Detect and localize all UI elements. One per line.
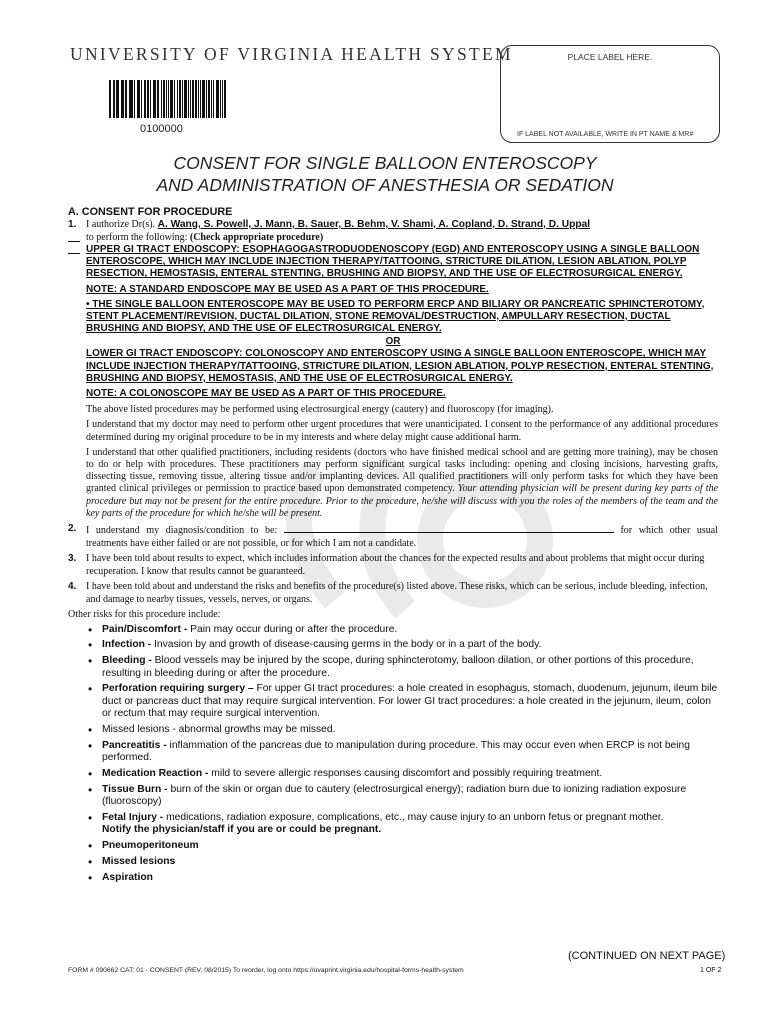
upper-gi-checkbox[interactable]	[68, 244, 80, 254]
risk-item: • Pancreatitis - inflammation of the pancreas due to manipulation during procedure. This may occur even when ERCP is not being performed.	[68, 740, 718, 765]
risk-item: • Tissue Burn - burn of the skin or organ due to cautery (electrosurgical energy); radiation burn due to ionizing radiation exposure (fluoroscopy)	[68, 784, 718, 809]
check-instruction: (Check appropriate procedure)	[189, 231, 324, 243]
item-1	[68, 219, 718, 232]
document-title	[0, 152, 770, 196]
label-place-text: PLACE LABEL HERE.	[567, 52, 653, 62]
note-standard-endoscope: NOTE: A STANDARD ENDOSCOPE MAY BE USED AS A PART OF THIS PROCEDURE.	[86, 283, 489, 295]
item-3	[68, 553, 718, 578]
perform-text: to perform the following:	[86, 231, 188, 243]
item-3-text: I have been told about results to expect, which includes information about the chances for the expected results and about problems that might occur during recuperation. I know that results cannot be guaranteed.	[86, 553, 705, 577]
checkbox-line[interactable]	[68, 232, 80, 242]
item-3-number: 3.	[68, 553, 77, 565]
risk-item: • Missed lesions	[68, 856, 718, 868]
label-alt-text: IF LABEL NOT AVAILABLE, WRITE IN PT NAME & MR#	[517, 131, 694, 138]
ercp-note: • THE SINGLE BALLOON ENTEROSCOPE MAY BE USED TO PERFORM ERCP AND BILIARY OR PANCREATIC SPHINCTEROTOMY, STENT PLACEMENT/REVISION, DUCTAL DILATION, STONE REMOVAL/DESTRUCTION, AMPULLARY RESECTION, DUCTAL BRUSHING AND BIOPSY, AND THE USE OF ELECTROSURGICAL ENERGY.	[86, 298, 705, 335]
diagnosis-prefix: I understand my diagnosis/condition to be:	[86, 525, 278, 537]
upper-gi-text: UPPER GI TRACT ENDOSCOPY: ESOPHAGOGASTRODUODENOSCOPY (EGD) AND ENTEROSCOPY USING A SINGLE BALLOON ENTEROSCOPE, WHICH MAY INCLUDE INJECTION THERAPY/TATTOOING, STRICTURE DILATION, LESION ABLATION, POLYP RESECTION, HEMOSTASIS, ENTERAL STENTING, BRUSHING AND BIOPSY, AND THE USE OF ELECTROSURGICAL ENERGY.	[86, 244, 700, 280]
continued-notice: (CONTINUED ON NEXT PAGE)	[568, 950, 726, 962]
page-number: 1 OF 2	[700, 967, 722, 974]
patient-label-box[interactable]	[500, 45, 720, 143]
item-1-number: 1.	[68, 219, 77, 230]
risk-item: • Medication Reaction - mild to severe allergic responses causing discomfort and possibly requiring treatment.	[68, 768, 718, 780]
para-urgent: I understand that my doctor may need to perform other urgent procedures that were unanticipated. I consent to the performance of any additional procedures determined during my original procedure to be in my interests and where delay might cause additional harm.	[86, 419, 718, 443]
or-divider: OR	[385, 336, 401, 348]
item-2	[68, 523, 718, 550]
item-4-number: 4.	[68, 581, 77, 593]
risk-item: • Aspiration	[68, 872, 718, 884]
title-line-2: AND ADMINISTRATION OF ANESTHESIA OR SEDATION	[156, 175, 614, 195]
barcode	[109, 80, 227, 118]
note-colonoscope: NOTE: A COLONOSCOPE MAY BE USED AS A PART OF THIS PROCEDURE.	[86, 388, 446, 400]
section-a-heading: A. CONSENT FOR PROCEDURE	[68, 206, 233, 218]
doctors-list: A. Wang, S. Powell, J. Mann, B. Sauer, B. Behm, V. Shami, A. Copland, D. Strand, D. Uppal	[157, 219, 591, 230]
risk-item: • Pneumoperitoneum	[68, 840, 718, 852]
risk-item: • Perforation requiring surgery – For upper GI tract procedures: a hole created in esophagus, stomach, duodenum, jejunum, ileum bile duct or pancreas duct that may require surgical intervention. For lower GI tract procedures: a hole created in the jejunum, ileum, colon or rectum that may require surgical intervention.	[68, 683, 718, 720]
risk-item: • Fetal Injury - medications, radiation exposure, complications, etc., may cause injury to an unborn fetus or pregnant mother. Notify the physician/staff if you are or could be pregnant.	[68, 812, 718, 837]
form-content	[68, 206, 718, 888]
lower-gi-option[interactable]: LOWER GI TRACT ENDOSCOPY: COLONOSCOPY AND ENTEROSCOPY USING A SINGLE BALLOON ENTEROSCOPE, WHICH MAY INCLUDE INJECTION THERAPY/TATTOOING, STRICTURE DILATION, LESION ABLATION, POLYP RESECTION, ENTERAL STENTING, BRUSHING AND BIOPSY, HEMOSTASIS, AND THE USE OF ELECTROSURGICAL ENERGY.	[86, 348, 714, 384]
diagnosis-suffix: for which other usual treatments have either failed or are not possible, or for which I am not a candidate.	[86, 525, 718, 549]
item-4	[68, 581, 718, 606]
upper-gi-option	[68, 244, 718, 281]
para-practitioners-italic: Your attending physician will be present during key parts of the procedure but may not be present for the entire procedure. Prior to the procedure, he/she will discuss with you the roles of the members of the team and the key parts of the procedure for which he/she will be present.	[86, 483, 719, 519]
title-line-1: CONSENT FOR SINGLE BALLOON ENTEROSCOPY	[173, 153, 597, 173]
para-practitioners	[86, 447, 718, 520]
item-2-number: 2.	[68, 523, 77, 535]
risk-item: • Bleeding - Blood vessels may be injured by the scope, during sphincterotomy, balloon dilation, or other portions of this procedure, resulting in bleeding during or after the procedure.	[68, 655, 718, 680]
item-4-text: I have been told about and understand the risks and benefits of the procedure(s) listed above. These risks, which can be serious, include bleeding, infection, and damage to nearby tissues, vessels, nerves, or organs.	[86, 581, 708, 605]
form-footer: FORM # 090662 CAT: 01 - CONSENT (REV. 08/2015) To reorder, log onto https://uvaprint.virginia.edu/hospital-forms-health-system	[68, 967, 464, 974]
para-practitioners-text: I understand that other qualified practitioners, including residents (doctors who have finished medical school and are getting more training), may be chosen to do or help with procedures. These practitioners may perform significant surgical tasks including: opening and closing incisions, harvesting grafts, dissecting tissue, removing tissue, altering tissue and/or implanting devices. All qualified practitioners will only perform tasks for which they have been granted clinical privileges or permission to practice based upon demonstrated competency.	[86, 446, 718, 495]
risk-item: • Pain/Discomfort - Pain may occur during or after the procedure.	[68, 624, 718, 636]
other-risks-intro: Other risks for this procedure include:	[68, 609, 221, 621]
authorize-text: I authorize Dr(s).	[86, 219, 156, 230]
risk-item: • Infection - Invasion by and growth of disease-causing germs in the body or in a part of the body.	[68, 639, 718, 651]
barcode-number: 0100000	[140, 123, 183, 135]
risk-item: • Missed lesions - abnormal growths may be missed.	[68, 724, 718, 736]
para-energy: The above listed procedures may be performed using electrosurgical energy (cautery) and fluoroscopy (for imaging).	[86, 404, 554, 416]
institution-name: UNIVERSITY OF VIRGINIA HEALTH SYSTEM	[70, 44, 513, 64]
perform-line	[68, 232, 718, 245]
diagnosis-field[interactable]	[284, 523, 614, 533]
risks-list	[68, 624, 718, 885]
